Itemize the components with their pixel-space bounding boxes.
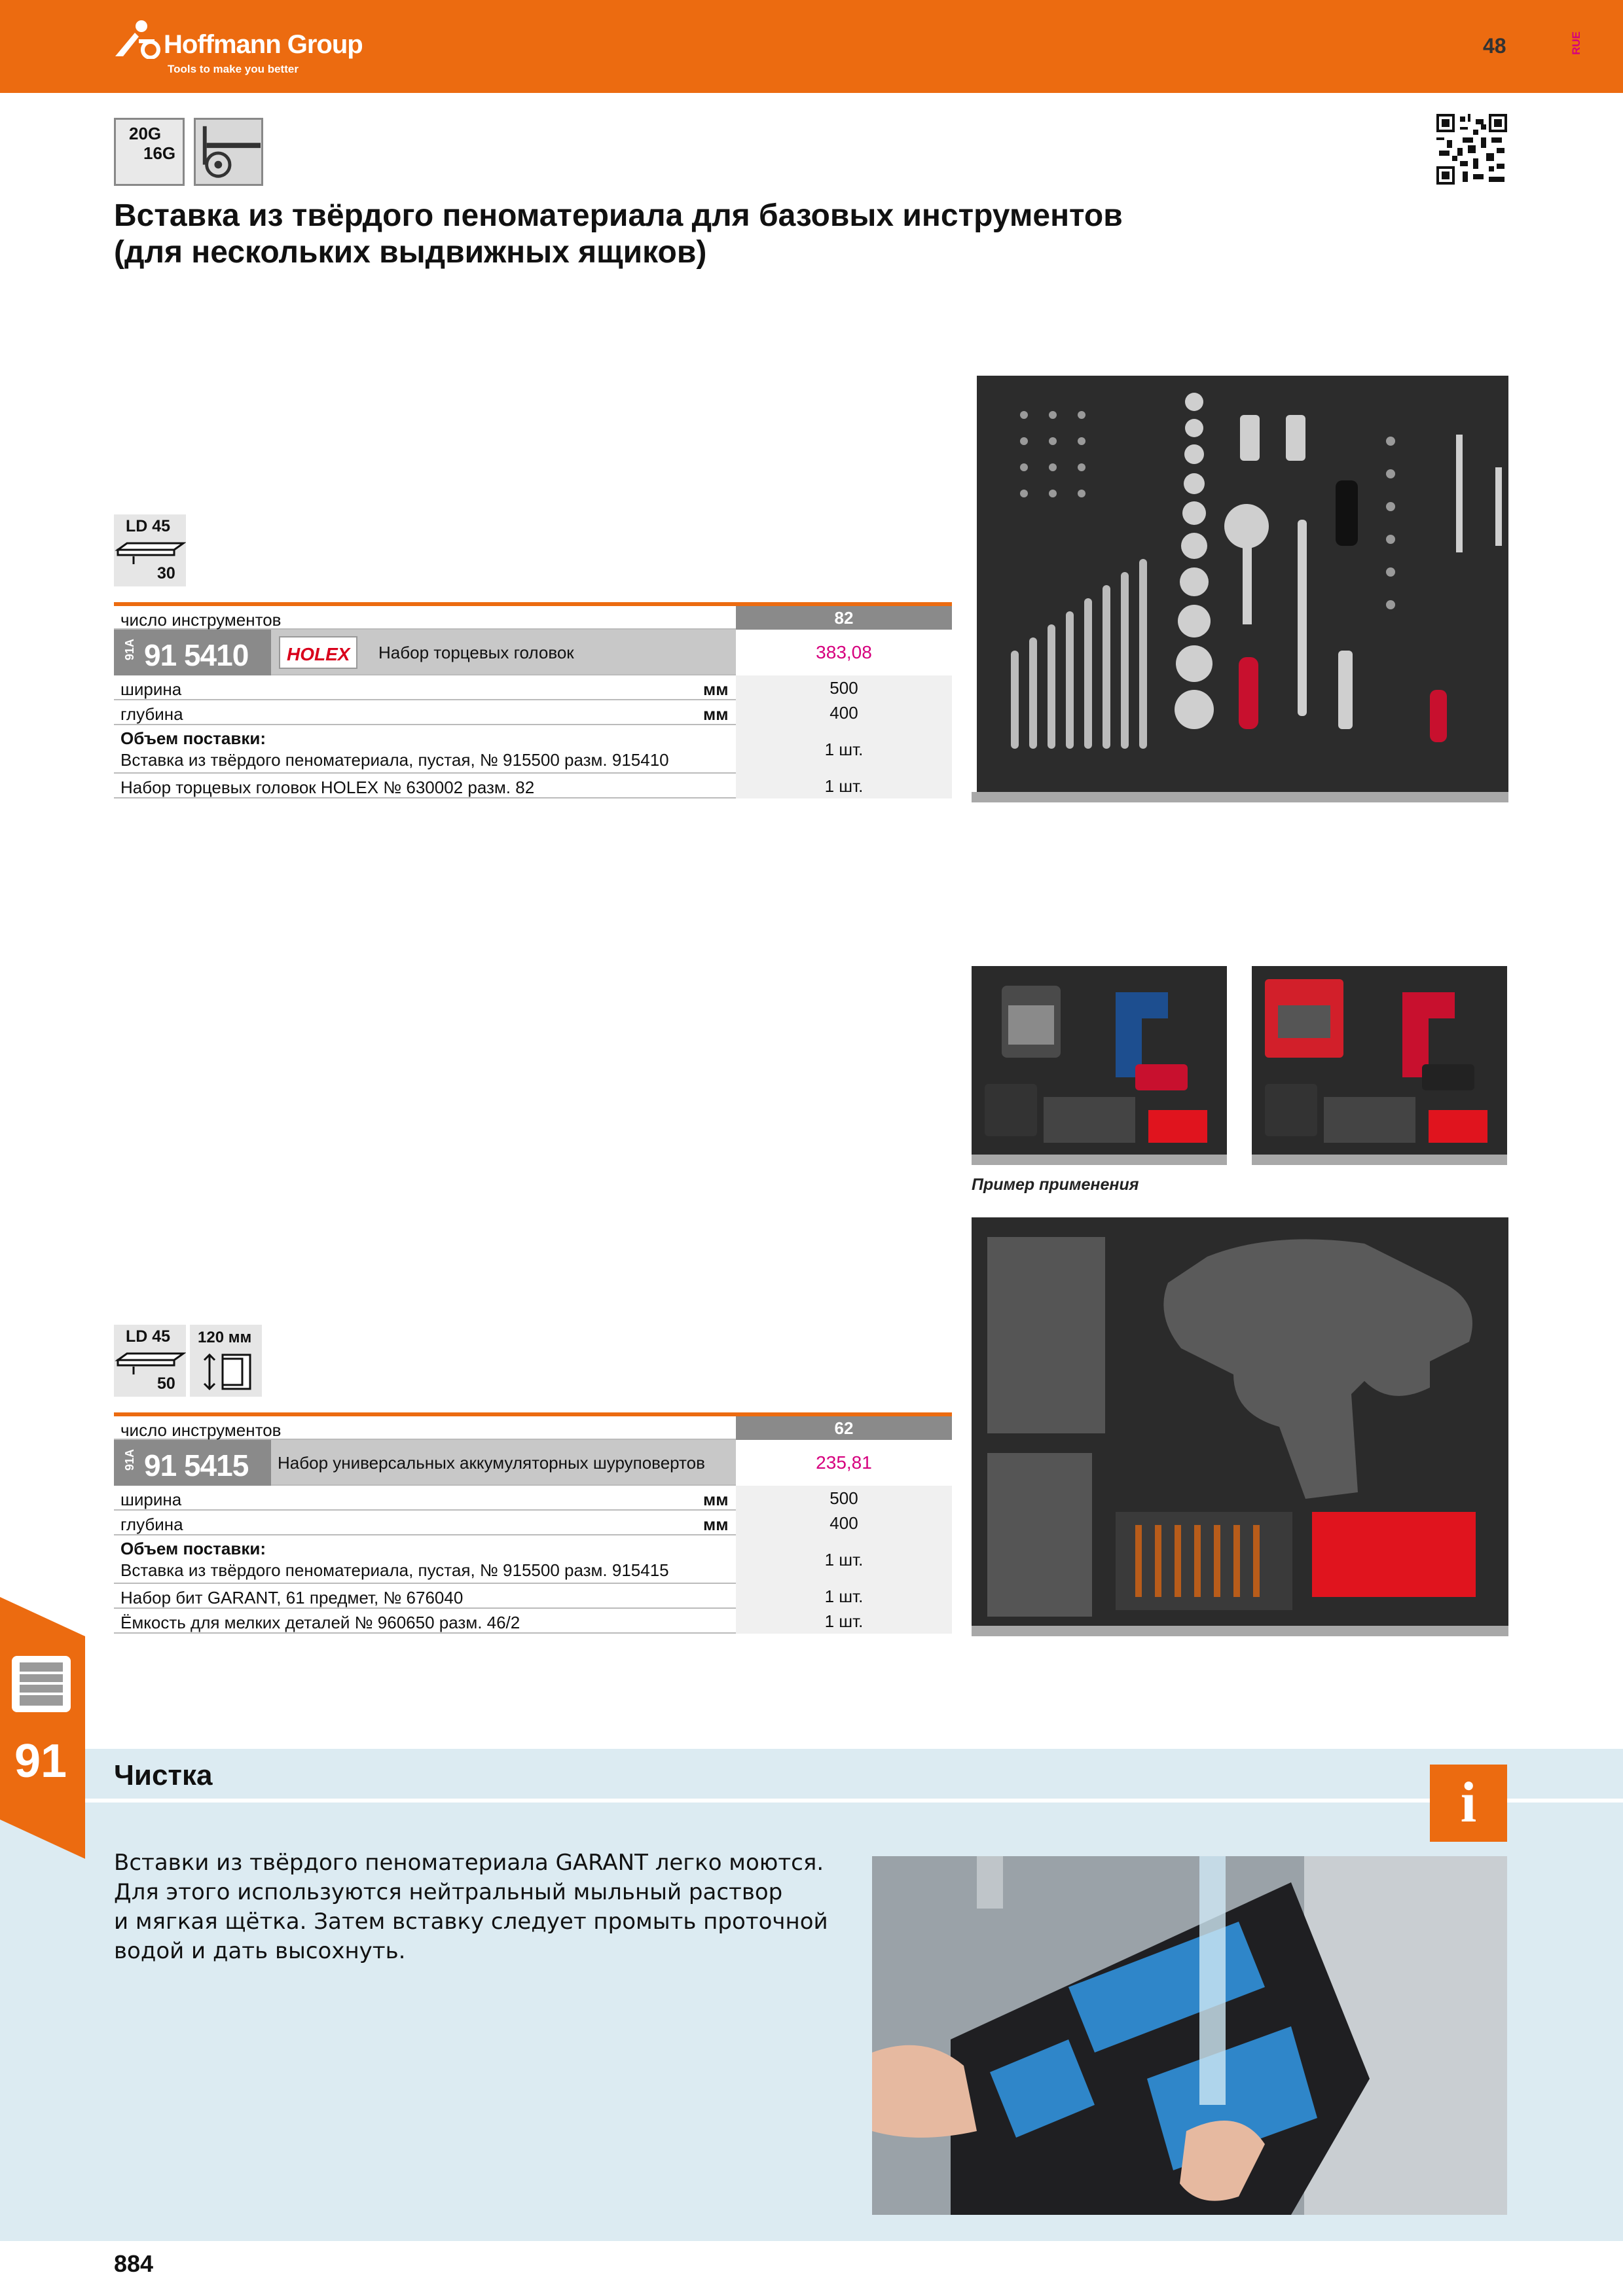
scope-cell	[120, 1538, 669, 1581]
product-row[interactable]	[114, 1440, 952, 1486]
tool-count-value: 82	[736, 606, 952, 630]
photo-caption: Пример применения	[972, 1175, 1139, 1194]
load-capacity-icon	[114, 514, 186, 586]
info-icon: i	[1430, 1765, 1507, 1842]
scope-row	[114, 1535, 952, 1584]
scope-cell	[120, 728, 669, 771]
scope-item-label: Набор бит GARANT, 61 предмет, № 676040	[120, 1588, 464, 1607]
brand-badge-text: HOLEX	[287, 644, 350, 664]
application-example-photo-2	[1252, 966, 1507, 1165]
article-number: 91 5410	[144, 638, 249, 672]
drawer-roller-icon	[194, 118, 263, 186]
article-number-cell	[114, 1440, 271, 1486]
tool-count-row	[114, 1412, 952, 1440]
brand-name: Hoffmann Group	[164, 30, 363, 59]
logo-mark-icon	[113, 20, 165, 59]
product-name: Набор универсальных аккумуляторных шуруповертов	[278, 1453, 705, 1473]
product-name: Набор торцевых головок	[378, 643, 574, 662]
spec-unit: мм	[703, 704, 729, 724]
insert-height-label: 120 мм	[198, 1329, 252, 1346]
spec-value: 500	[736, 1486, 952, 1511]
spec-label: ширина	[120, 1490, 182, 1509]
cleaning-heading: Чистка	[114, 1759, 213, 1791]
drill-insert-photo	[972, 1217, 1508, 1636]
spec-row-width	[114, 1486, 952, 1511]
scope-row	[114, 1584, 952, 1609]
cleaning-text-line: Вставки из твёрдого пеноматериала GARANT легко моются.	[114, 1850, 824, 1876]
page-title-line-2: (для нескольких выдвижных ящиков)	[114, 235, 707, 270]
washing-insert-photo	[872, 1856, 1507, 2215]
cleaning-text	[114, 1848, 860, 1966]
article-prefix: 91A	[123, 639, 136, 661]
cleaning-divider	[85, 1799, 1623, 1803]
article-number: 91 5415	[144, 1448, 249, 1482]
spec-unit: мм	[703, 1515, 729, 1534]
application-example-photo-1	[972, 966, 1227, 1165]
holex-brand-badge	[279, 636, 357, 669]
tool-count-value: 62	[736, 1416, 952, 1440]
scope-row	[114, 774, 952, 798]
scope-title: Объем поставки:	[120, 728, 266, 748]
article-number-cell	[114, 630, 271, 675]
scope-item-qty: 1 шт.	[736, 1584, 952, 1609]
load-thickness-label: 50	[157, 1374, 175, 1393]
insert-height-icon	[190, 1325, 262, 1397]
article-prefix: 91A	[123, 1449, 136, 1471]
product-row[interactable]	[114, 630, 952, 675]
scope-item-label: Набор торцевых головок HOLEX № 630002 разм. 82	[120, 778, 535, 797]
scope-item-qty: 1 шт.	[736, 1609, 952, 1634]
drawer-type-label-2: 16G	[143, 143, 176, 163]
scope-item-label: Вставка из твёрдого пеноматериала, пустая, № 915500 разм. 915415	[120, 1560, 669, 1580]
scope-item-qty: 1 шт.	[736, 1535, 952, 1584]
page-title	[114, 198, 1123, 271]
page-title-line-1: Вставка из твёрдого пеноматериала для базовых инструментов	[114, 198, 1123, 233]
spec-label: ширина	[120, 679, 182, 699]
spec-row-depth	[114, 700, 952, 725]
tool-count-label: число инструментов	[120, 1420, 282, 1440]
language-code: RUE	[1570, 31, 1582, 55]
cleaning-text-line: и мягкая щётка. Затем вставку следует промыть проточной	[114, 1909, 828, 1935]
spec-value: 500	[736, 675, 952, 700]
drawer-type-icon	[114, 118, 185, 186]
load-capacity-label: LD 45	[126, 1327, 171, 1346]
spec-unit: мм	[703, 679, 729, 699]
scope-item-qty: 1 шт.	[736, 725, 952, 774]
page-number-top: 48	[1483, 34, 1506, 58]
spec-value: 400	[736, 700, 952, 725]
load-capacity-label: LD 45	[126, 517, 171, 535]
tool-count-row	[114, 602, 952, 630]
spec-label: глубина	[120, 704, 183, 724]
product-table-2	[114, 1412, 952, 1634]
spec-row-depth	[114, 1511, 952, 1535]
brand-tagline: Tools to make you better	[168, 63, 299, 75]
spec-unit: мм	[703, 1490, 729, 1509]
page-header	[0, 0, 1623, 93]
section-number: 91	[14, 1735, 67, 1787]
page-number-bottom: 884	[114, 2250, 154, 2277]
scope-row	[114, 1609, 952, 1634]
product-price: 235,81	[736, 1440, 952, 1486]
scope-title: Объем поставки:	[120, 1539, 266, 1558]
scope-row	[114, 725, 952, 774]
tool-count-label: число инструментов	[120, 610, 282, 630]
product-price: 383,08	[736, 630, 952, 675]
socket-set-insert-photo	[972, 376, 1508, 802]
section-tab	[0, 1597, 85, 1859]
spec-row-width	[114, 675, 952, 700]
spec-label: глубина	[120, 1515, 183, 1534]
product-table-1	[114, 602, 952, 798]
cleaning-text-line: Для этого используются нейтральный мыльный раствор	[114, 1879, 783, 1905]
load-thickness-label: 30	[157, 564, 175, 583]
spec-value: 400	[736, 1511, 952, 1535]
scope-item-label: Вставка из твёрдого пеноматериала, пустая, № 915500 разм. 915410	[120, 750, 669, 770]
cleaning-text-line: водой и дать высохнуть.	[114, 1938, 406, 1964]
scope-item-qty: 1 шт.	[736, 774, 952, 798]
qr-code-icon	[1436, 114, 1507, 185]
scope-item-label: Ёмкость для мелких деталей № 960650 разм. 46/2	[120, 1613, 520, 1632]
drawer-type-label-1: 20G	[129, 124, 162, 143]
load-capacity-icon-2	[114, 1325, 186, 1397]
